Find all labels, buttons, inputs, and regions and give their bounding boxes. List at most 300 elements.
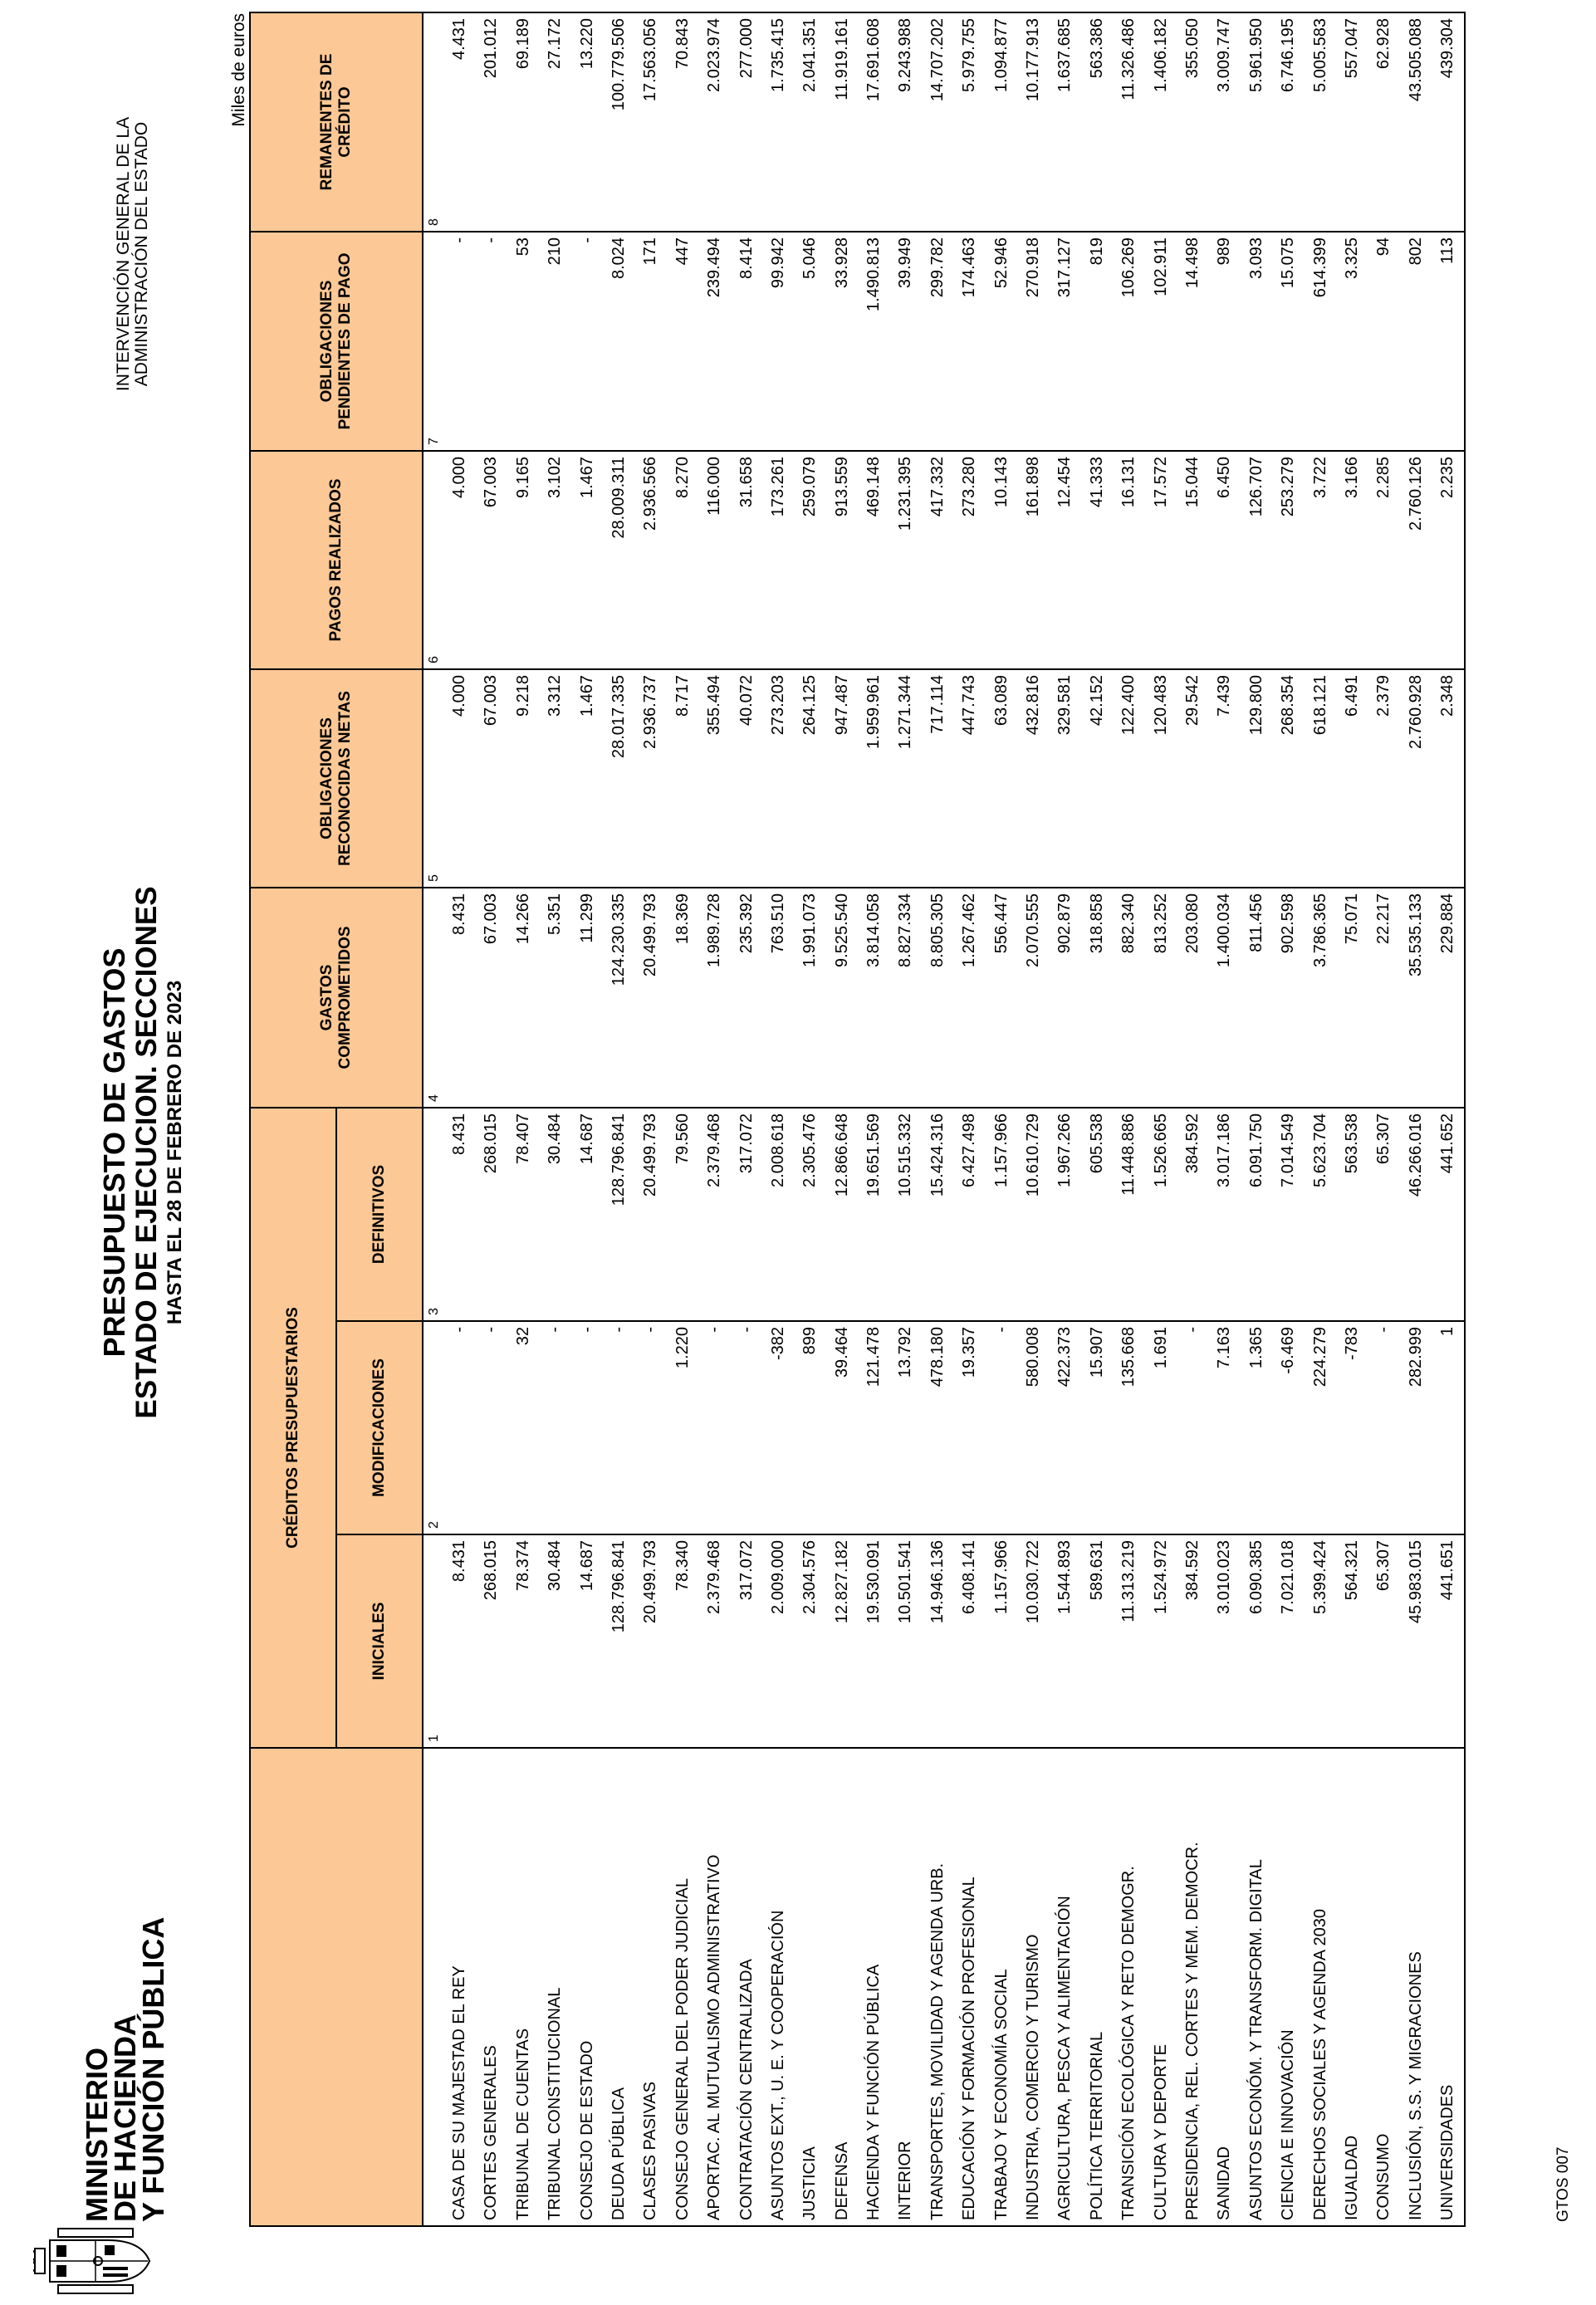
cell-remanentes: 439.304: [1438, 17, 1457, 79]
cell-remanentes: 43.505.088: [1406, 17, 1425, 102]
cell-pendientes: 52.946: [991, 237, 1011, 289]
cell-definitivos: 46.266.016: [1406, 1113, 1425, 1197]
cell-modificaciones: -6.469: [1279, 1327, 1298, 1374]
cell-iniciales: 1.524.972: [1151, 1540, 1170, 1614]
cell-definitivos: 128.796.841: [609, 1113, 628, 1206]
cell-comprometidos: 11.299: [577, 893, 596, 943]
cell-iniciales: 45.983.015: [1406, 1540, 1425, 1624]
igae-line-1: INTERVENCIÓN GENERAL DE LA: [114, 116, 133, 392]
cell-remanentes: 557.047: [1342, 17, 1361, 79]
cell-iniciales: 19.530.091: [864, 1540, 884, 1624]
cell-obligaciones: 7.439: [1215, 674, 1234, 717]
cell-modificaciones: 282.999: [1406, 1327, 1425, 1387]
cell-obligaciones: 63.089: [991, 674, 1011, 727]
section-name: AGRICULTURA, PESCA Y ALIMENTACIÓN: [1055, 1896, 1075, 2220]
cell-pagos: 2.936.566: [641, 456, 660, 531]
column-number-8: 8: [427, 218, 441, 226]
cell-obligaciones: 67.003: [482, 674, 501, 727]
section-name: TRANSICIÓN ECOLÓGICA Y RETO DEMOGR.: [1119, 1866, 1138, 2220]
cell-comprometidos: 813.252: [1151, 893, 1170, 954]
cell-modificaciones: -: [577, 1327, 596, 1333]
cell-obligaciones: 618.121: [1310, 674, 1329, 736]
cell-modificaciones: 1.365: [1246, 1327, 1266, 1369]
cell-obligaciones: 129.800: [1246, 674, 1266, 736]
report-title: PRESUPUESTO DE GASTOS: [97, 947, 131, 1358]
gastos-comprometidos-header: GASTOS COMPROMETIDOS: [250, 888, 423, 1108]
cell-iniciales: 6.090.385: [1246, 1540, 1266, 1614]
cell-iniciales: 441.651: [1438, 1540, 1457, 1601]
cell-pagos: 2.235: [1438, 456, 1457, 499]
cell-remanentes: 5.961.950: [1246, 17, 1266, 92]
form-code: GTOS 007: [1554, 2146, 1572, 2222]
iniciales-header: INICIALES: [336, 1534, 423, 1748]
obligaciones-pendientes-header: OBLIGACIONES PENDIENTES DE PAGO: [250, 232, 423, 451]
cell-comprometidos: 9.525.540: [832, 893, 851, 967]
definitivos-column: [423, 1108, 1465, 1321]
cell-iniciales: 11.313.219: [1119, 1540, 1138, 1622]
cell-pagos: 116.000: [705, 456, 724, 516]
cell-pagos: 469.148: [864, 456, 884, 517]
section-name: INCLUSIÓN, S.S. Y MIGRACIONES: [1406, 1951, 1425, 2220]
cell-pendientes: 33.928: [832, 237, 851, 289]
cell-pagos: 161.898: [1024, 456, 1043, 517]
cell-pagos: 417.332: [928, 456, 947, 517]
cell-modificaciones: 7.163: [1215, 1327, 1234, 1369]
cell-obligaciones: 717.114: [928, 674, 947, 734]
cell-definitivos: 10.610.729: [1024, 1113, 1043, 1197]
cell-obligaciones: 9.218: [513, 674, 532, 717]
section-name: TRIBUNAL CONSTITUCIONAL: [546, 1987, 565, 2220]
cell-iniciales: 10.501.541: [896, 1540, 915, 1624]
cell-pagos: 126.707: [1246, 456, 1266, 517]
cell-comprometidos: 3.814.058: [864, 893, 884, 967]
cell-iniciales: 7.021.018: [1279, 1540, 1298, 1614]
cell-pendientes: 1.490.813: [864, 237, 884, 311]
cell-pendientes: 8.024: [609, 237, 628, 280]
cell-modificaciones: 19.357: [960, 1327, 979, 1378]
cell-iniciales: 5.399.424: [1310, 1540, 1329, 1614]
cell-modificaciones: -: [1182, 1327, 1202, 1333]
cell-pendientes: 3.093: [1246, 237, 1266, 280]
column-number-3: 3: [427, 1308, 441, 1315]
cell-pagos: 4.000: [450, 456, 468, 499]
cell-remanentes: 1.094.877: [991, 17, 1011, 92]
cell-iniciales: 12.827.182: [832, 1540, 851, 1624]
section-header-cell: [250, 1748, 423, 2226]
cell-obligaciones: 268.354: [1279, 674, 1298, 736]
cell-comprometidos: 124.230.335: [609, 893, 628, 986]
cell-pagos: 12.454: [1055, 456, 1075, 508]
cell-modificaciones: -: [705, 1327, 724, 1333]
cell-definitivos: 1.157.966: [991, 1113, 1011, 1187]
cell-definitivos: 15.424.316: [928, 1113, 947, 1197]
cell-definitivos: 11.448.886: [1119, 1113, 1138, 1196]
cell-definitivos: 7.014.549: [1279, 1113, 1298, 1187]
cell-iniciales: 20.499.793: [641, 1540, 660, 1624]
cell-comprometidos: 3.786.365: [1310, 893, 1329, 967]
remanentes-header: REMANENTES DE CRÉDITO: [250, 12, 423, 232]
cell-remanentes: 70.843: [673, 17, 692, 70]
cell-pendientes: -: [577, 237, 596, 243]
cell-comprometidos: 1.267.462: [960, 893, 979, 967]
cell-iniciales: 3.010.023: [1215, 1540, 1234, 1614]
cell-pagos: 15.044: [1182, 456, 1202, 508]
remanentes-values: [443, 18, 1464, 226]
section-name: DERECHOS SOCIALES Y AGENDA 2030: [1310, 1909, 1329, 2220]
cell-modificaciones: 580.008: [1024, 1327, 1043, 1387]
cell-iniciales: 384.592: [1182, 1540, 1202, 1601]
cell-definitivos: 20.499.793: [641, 1113, 660, 1197]
cell-pendientes: 447: [673, 237, 692, 266]
cell-pagos: 253.279: [1279, 456, 1298, 517]
cell-comprometidos: 1.991.073: [800, 893, 820, 967]
cell-pagos: 1.467: [577, 456, 596, 499]
section-name: DEFENSA: [832, 2141, 851, 2220]
cell-iniciales: 65.307: [1374, 1540, 1393, 1592]
budget-execution-table: [249, 12, 1466, 2227]
cell-remanentes: 17.691.608: [864, 17, 884, 102]
cell-definitivos: 6.427.498: [960, 1113, 979, 1187]
pagos-realizados-header: PAGOS REALIZADOS: [250, 451, 423, 669]
comprometidos-values: [443, 893, 1464, 1102]
cell-pendientes: 113: [1438, 237, 1457, 264]
cell-obligaciones: 6.491: [1342, 674, 1361, 717]
column-number-2: 2: [427, 1521, 441, 1529]
cell-modificaciones: 1.220: [673, 1327, 692, 1369]
cell-modificaciones: -: [641, 1327, 660, 1333]
cell-pagos: 173.261: [768, 456, 787, 517]
modificaciones-values: [443, 1327, 1464, 1529]
cell-modificaciones: -: [737, 1327, 756, 1333]
column-number-6: 6: [427, 656, 441, 663]
cell-pagos: 31.658: [737, 456, 756, 508]
section-name: HACIENDA Y FUNCIÓN PÚBLICA: [864, 1964, 884, 2220]
ministry-line-3: Y FUNCIÓN PÚBLICA: [136, 1916, 170, 2222]
cell-obligaciones: 40.072: [737, 674, 756, 727]
cell-comprometidos: 902.879: [1055, 893, 1075, 954]
section-name: CULTURA Y DEPORTE: [1151, 2044, 1170, 2220]
cell-modificaciones: 39.464: [832, 1327, 851, 1378]
cell-remanentes: 13.220: [577, 17, 596, 70]
pagos-values: [443, 457, 1464, 663]
cell-obligaciones: 1.271.344: [896, 674, 915, 749]
cell-remanentes: 1.637.685: [1055, 17, 1075, 92]
cell-pendientes: 5.046: [800, 237, 820, 280]
section-name: TRIBUNAL DE CUENTAS: [513, 2028, 532, 2220]
cell-modificaciones: -: [1374, 1327, 1393, 1333]
cell-pendientes: 239.494: [705, 237, 724, 298]
cell-pagos: 17.572: [1151, 456, 1170, 508]
cell-iniciales: 14.946.136: [928, 1540, 947, 1624]
cell-definitivos: 2.305.476: [800, 1113, 820, 1187]
cell-pendientes: 8.414: [737, 237, 756, 280]
cell-pagos: 8.270: [673, 456, 692, 499]
section-name: APORTAC. AL MUTUALISMO ADMINISTRATIVO: [705, 1854, 724, 2220]
cell-pendientes: 102.911: [1151, 237, 1170, 296]
cell-remanentes: 2.041.351: [800, 17, 820, 92]
cell-definitivos: 65.307: [1374, 1113, 1393, 1165]
cell-remanentes: 1.735.415: [768, 17, 787, 92]
cell-remanentes: 27.172: [546, 17, 565, 70]
cell-remanentes: 100.779.506: [609, 17, 628, 111]
cell-obligaciones: 8.717: [673, 674, 692, 717]
cell-obligaciones: 28.017.335: [609, 674, 628, 759]
cell-iniciales: 10.030.722: [1024, 1540, 1043, 1624]
definitivos-values: [443, 1113, 1464, 1315]
cell-comprometidos: 235.392: [737, 893, 756, 954]
cell-obligaciones: 432.816: [1024, 674, 1043, 736]
cell-comprometidos: 1.989.728: [705, 893, 724, 967]
cell-iniciales: 78.340: [673, 1540, 692, 1592]
cell-modificaciones: -: [991, 1327, 1011, 1333]
section-name: JUSTICIA: [800, 2146, 820, 2220]
cell-pendientes: 53: [513, 237, 532, 257]
cell-comprometidos: 229.884: [1438, 893, 1457, 954]
cell-pagos: 10.143: [991, 456, 1011, 508]
cell-comprometidos: 22.217: [1374, 893, 1393, 945]
section-name: TRANSPORTES, MOVILIDAD Y AGENDA URB.: [928, 1862, 947, 2220]
section-name: CORTES GENERALES: [482, 2045, 501, 2220]
cell-pendientes: 39.949: [896, 237, 915, 289]
cell-definitivos: 563.538: [1342, 1113, 1361, 1174]
cell-obligaciones: 2.348: [1438, 674, 1457, 717]
cell-iniciales: 1.157.966: [991, 1540, 1011, 1614]
section-name: UNIVERSIDADES: [1438, 2084, 1457, 2220]
section-name: ASUNTOS ECONÓM. Y TRANSFORM. DIGITAL: [1246, 1859, 1266, 2220]
cell-obligaciones: 447.743: [960, 674, 979, 736]
cell-pendientes: 989: [1215, 237, 1234, 266]
cell-iniciales: 14.687: [577, 1540, 596, 1592]
cell-pendientes: 174.463: [960, 237, 979, 298]
cell-iniciales: 589.631: [1087, 1540, 1106, 1601]
cell-definitivos: 8.431: [450, 1113, 468, 1156]
obligaciones-column: [423, 669, 1465, 888]
cell-obligaciones: 3.312: [546, 674, 565, 717]
cell-comprometidos: 882.340: [1119, 893, 1138, 954]
cell-pagos: 3.722: [1310, 456, 1329, 499]
cell-modificaciones: 15.907: [1087, 1327, 1106, 1378]
cell-pendientes: 99.942: [768, 237, 787, 289]
section-name: CONSEJO GENERAL DEL PODER JUDICIAL: [673, 1878, 692, 2220]
cell-obligaciones: 122.400: [1119, 674, 1138, 736]
cell-definitivos: 3.017.186: [1215, 1113, 1234, 1187]
cell-obligaciones: 329.581: [1055, 674, 1075, 736]
cell-pagos: 3.166: [1342, 456, 1361, 499]
cell-remanentes: 5.005.583: [1310, 17, 1329, 92]
section-name: POLÍTICA TERRITORIAL: [1087, 2031, 1106, 2220]
cell-modificaciones: 121.478: [864, 1327, 884, 1387]
section-name: CASA DE SU MAJESTAD EL REY: [450, 1965, 468, 2220]
creditos-group-header: CRÉDITOS PRESUPUESTARIOS: [250, 1108, 336, 1748]
section-name: CLASES PASIVAS: [641, 2081, 660, 2220]
cell-remanentes: 277.000: [737, 17, 756, 79]
column-number-1: 1: [427, 1735, 441, 1742]
comprometidos-column: [423, 888, 1465, 1108]
cell-modificaciones: 32: [513, 1327, 532, 1346]
section-name: EDUCACIÓN Y FORMACIÓN PROFESIONAL: [960, 1877, 979, 2220]
cell-pendientes: 106.269: [1119, 237, 1138, 298]
cell-remanentes: 14.707.202: [928, 17, 947, 102]
cell-definitivos: 2.379.468: [705, 1113, 724, 1187]
cell-comprometidos: 2.070.555: [1024, 893, 1043, 967]
cell-pendientes: 299.782: [928, 237, 947, 298]
cell-pagos: 2.760.126: [1406, 456, 1425, 531]
cell-obligaciones: 2.936.737: [641, 674, 660, 749]
cell-iniciales: 1.544.893: [1055, 1540, 1075, 1614]
cell-obligaciones: 273.203: [768, 674, 787, 736]
cell-pagos: 67.003: [482, 456, 501, 508]
cell-definitivos: 268.015: [482, 1113, 501, 1174]
cell-remanentes: 201.012: [482, 17, 501, 79]
cell-comprometidos: 14.266: [513, 893, 532, 945]
cell-comprometidos: 811.456: [1246, 893, 1266, 952]
cell-pendientes: 317.127: [1055, 237, 1075, 298]
cell-remanentes: 17.563.056: [641, 17, 660, 102]
cell-remanentes: 4.431: [450, 17, 468, 61]
cell-iniciales: 564.321: [1342, 1540, 1361, 1601]
cell-pagos: 259.079: [800, 456, 820, 517]
pendientes-values: [443, 237, 1464, 445]
cell-modificaciones: -: [482, 1327, 501, 1333]
cell-definitivos: 605.538: [1087, 1113, 1106, 1174]
iniciales-column: [423, 1534, 1465, 1748]
cell-modificaciones: -382: [768, 1327, 787, 1361]
cell-obligaciones: 355.494: [705, 674, 724, 736]
cell-definitivos: 30.484: [546, 1113, 565, 1165]
section-name: INTERIOR: [896, 2141, 915, 2220]
cell-remanentes: 11.919.161: [832, 17, 851, 100]
section-name: ASUNTOS EXT., U. E. Y COOPERACIÓN: [768, 1910, 787, 2220]
cell-definitivos: 5.623.704: [1310, 1113, 1329, 1187]
cell-pendientes: -: [482, 237, 501, 243]
cell-iniciales: 78.374: [513, 1540, 532, 1592]
cell-definitivos: 6.091.750: [1246, 1113, 1266, 1187]
cell-definitivos: 10.515.332: [896, 1113, 915, 1197]
cell-remanentes: 5.979.755: [960, 17, 979, 92]
obligaciones-values: [443, 675, 1464, 882]
cell-definitivos: 1.967.266: [1055, 1113, 1075, 1187]
cell-pagos: 1.231.395: [896, 456, 915, 531]
section-name: CONSEJO DE ESTADO: [577, 2040, 596, 2220]
modificaciones-column: [423, 1321, 1465, 1534]
cell-definitivos: 78.407: [513, 1113, 532, 1165]
cell-modificaciones: 13.792: [896, 1327, 915, 1378]
cell-modificaciones: 135.668: [1119, 1327, 1138, 1387]
cell-remanentes: 10.177.913: [1024, 17, 1043, 102]
cell-modificaciones: -: [546, 1327, 565, 1333]
definitivos-header: DEFINITIVOS: [336, 1108, 423, 1321]
cell-pagos: 16.131: [1119, 456, 1138, 508]
cell-obligaciones: 264.125: [800, 674, 820, 736]
cell-pendientes: 819: [1087, 237, 1106, 266]
cell-pendientes: 15.075: [1279, 237, 1298, 289]
section-name: CIENCIA E INNOVACIÓN: [1279, 2029, 1298, 2220]
cell-modificaciones: 899: [800, 1327, 820, 1355]
cell-obligaciones: 1.467: [577, 674, 596, 717]
cell-remanentes: 355.050: [1182, 17, 1202, 79]
cell-modificaciones: 1.691: [1151, 1327, 1170, 1369]
cell-remanentes: 69.189: [513, 17, 532, 70]
cell-pagos: 3.102: [546, 456, 565, 499]
cell-pagos: 913.559: [832, 456, 851, 517]
cell-definitivos: 79.560: [673, 1113, 692, 1165]
cell-remanentes: 11.326.486: [1119, 17, 1138, 100]
cell-obligaciones: 42.152: [1087, 674, 1106, 727]
cell-remanentes: 62.928: [1374, 17, 1393, 70]
cell-remanentes: 563.386: [1087, 17, 1106, 79]
cell-iniciales: 2.304.576: [800, 1540, 820, 1614]
cell-modificaciones: 478.180: [928, 1327, 947, 1387]
cell-comprometidos: 18.369: [673, 893, 692, 945]
ministry-line-1: MINISTERIO: [80, 2047, 114, 2222]
cell-remanentes: 3.009.747: [1215, 17, 1234, 92]
cell-iniciales: 268.015: [482, 1540, 501, 1601]
cell-definitivos: 317.072: [737, 1113, 756, 1174]
cell-pendientes: 802: [1406, 237, 1425, 266]
cell-obligaciones: 29.542: [1182, 674, 1202, 727]
cell-comprometidos: 35.535.133: [1406, 893, 1425, 977]
cell-iniciales: 30.484: [546, 1540, 565, 1592]
pagos-column: [423, 451, 1465, 669]
section-name: CONSUMO: [1374, 2133, 1393, 2220]
section-name: DEUDA PÚBLICA: [609, 2087, 628, 2220]
cell-obligaciones: 120.483: [1151, 674, 1170, 736]
cell-iniciales: 317.072: [737, 1540, 756, 1601]
cell-definitivos: 1.526.665: [1151, 1113, 1170, 1187]
cell-obligaciones: 2.760.928: [1406, 674, 1425, 749]
cell-iniciales: 6.408.141: [960, 1540, 979, 1614]
cell-obligaciones: 1.959.961: [864, 674, 884, 749]
cell-modificaciones: -: [450, 1327, 468, 1333]
cell-pendientes: 94: [1374, 237, 1393, 257]
section-names-column: [423, 1748, 1465, 2226]
cell-comprometidos: 5.351: [546, 893, 565, 936]
cell-comprometidos: 8.431: [450, 893, 468, 936]
section-name: INDUSTRIA, COMERCIO Y TURISMO: [1024, 1934, 1043, 2220]
cell-pendientes: 171: [641, 237, 660, 266]
cell-modificaciones: -: [609, 1327, 628, 1333]
cell-comprometidos: 763.510: [768, 893, 787, 954]
cell-comprometidos: 67.003: [482, 893, 501, 945]
column-number-7: 7: [427, 438, 441, 445]
cell-pagos: 273.280: [960, 456, 979, 517]
cell-definitivos: 384.592: [1182, 1113, 1202, 1174]
cell-comprometidos: 8.827.334: [896, 893, 915, 967]
cell-comprometidos: 75.071: [1342, 893, 1361, 945]
cell-pendientes: 210: [546, 237, 565, 266]
column-number-4: 4: [427, 1094, 441, 1102]
cell-remanentes: 6.746.195: [1279, 17, 1298, 92]
cell-comprometidos: 203.080: [1182, 893, 1202, 954]
units-label: Miles de euros: [229, 13, 248, 127]
cell-iniciales: 8.431: [450, 1540, 468, 1583]
cell-pendientes: 14.498: [1182, 237, 1202, 289]
cell-iniciales: 2.009.000: [768, 1540, 787, 1614]
section-name: TRABAJO Y ECONOMÍA SOCIAL: [991, 1969, 1011, 2220]
remanentes-column: [423, 12, 1465, 232]
igae-line-2: ADMINISTRACIÓN DEL ESTADO: [132, 121, 151, 387]
igae-label: [115, 22, 151, 487]
cell-pagos: 6.450: [1215, 456, 1234, 499]
cell-comprometidos: 1.400.034: [1215, 893, 1234, 967]
cell-modificaciones: 422.373: [1055, 1327, 1075, 1387]
cell-iniciales: 128.796.841: [609, 1540, 628, 1633]
report-date: HASTA EL 28 DE FEBRERO DE 2023: [164, 980, 186, 1325]
cell-definitivos: 2.008.618: [768, 1113, 787, 1187]
cell-pagos: 28.009.311: [609, 456, 628, 539]
iniciales-values: [443, 1540, 1464, 1742]
modificaciones-header: MODIFICACIONES: [336, 1321, 423, 1534]
